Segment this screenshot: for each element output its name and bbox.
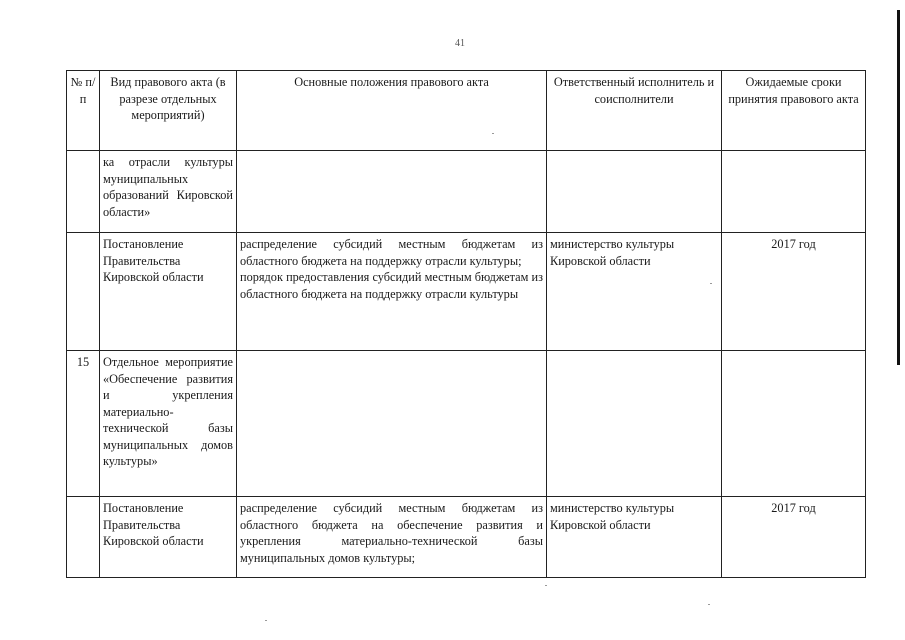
cell-executor: министерство культуры Кировской области	[547, 497, 722, 578]
table-row	[67, 151, 866, 233]
cell-terms	[722, 151, 866, 233]
header-act-type: Вид правового акта (в разрезе отдельных мероприятий)	[100, 71, 237, 151]
cell-executor	[547, 151, 722, 233]
cell-num: 15	[67, 351, 100, 497]
legal-acts-table	[66, 70, 866, 578]
scan-edge-line	[897, 10, 900, 365]
scan-speck	[708, 604, 710, 605]
table-row	[67, 497, 866, 578]
cell-terms: 2017 год	[722, 233, 866, 351]
header-terms: Ожидаемые сроки принятия правового акта	[722, 71, 866, 151]
cell-num	[67, 233, 100, 351]
cell-act-type: Отдельное мероприятие «Обеспечение развития и укрепления материально-технической базы муниципальных домов культуры»	[100, 351, 237, 497]
cell-act-type: Постановление Правительства Кировской области	[100, 497, 237, 578]
header-executor: Ответственный исполнитель и соисполнители	[547, 71, 722, 151]
cell-num	[67, 151, 100, 233]
cell-terms: 2017 год	[722, 497, 866, 578]
cell-provisions	[237, 151, 547, 233]
scan-speck	[492, 133, 494, 134]
cell-provisions: распределение субсидий местным бюджетам из областного бюджета на обеспечение развития и укрепления материально-технической базы муниципальных домов культуры;	[237, 497, 547, 578]
cell-act-type: Постановление Правительства Кировской области	[100, 233, 237, 351]
cell-executor: министерство культуры Кировской области	[547, 233, 722, 351]
cell-terms	[722, 351, 866, 497]
scan-speck	[710, 283, 712, 284]
table-header-row	[67, 71, 866, 151]
scan-speck	[265, 620, 267, 621]
cell-act-type: ка отрасли культуры муниципальных образований Кировской области»	[100, 151, 237, 233]
table-row	[67, 233, 866, 351]
scan-speck	[545, 585, 547, 586]
cell-executor	[547, 351, 722, 497]
cell-provisions	[237, 351, 547, 497]
table-row	[67, 351, 866, 497]
cell-num	[67, 497, 100, 578]
page-number: 41	[455, 38, 465, 49]
cell-provisions: распределение субсидий местным бюджетам из областного бюджета на поддержку отрасли культуры; порядок предоставления субсидий местным бюджетам из областного бюджета на поддержку отрасли культуры	[237, 233, 547, 351]
header-provisions: Основные положения правового акта	[237, 71, 547, 151]
header-num: № п/п	[67, 71, 100, 151]
